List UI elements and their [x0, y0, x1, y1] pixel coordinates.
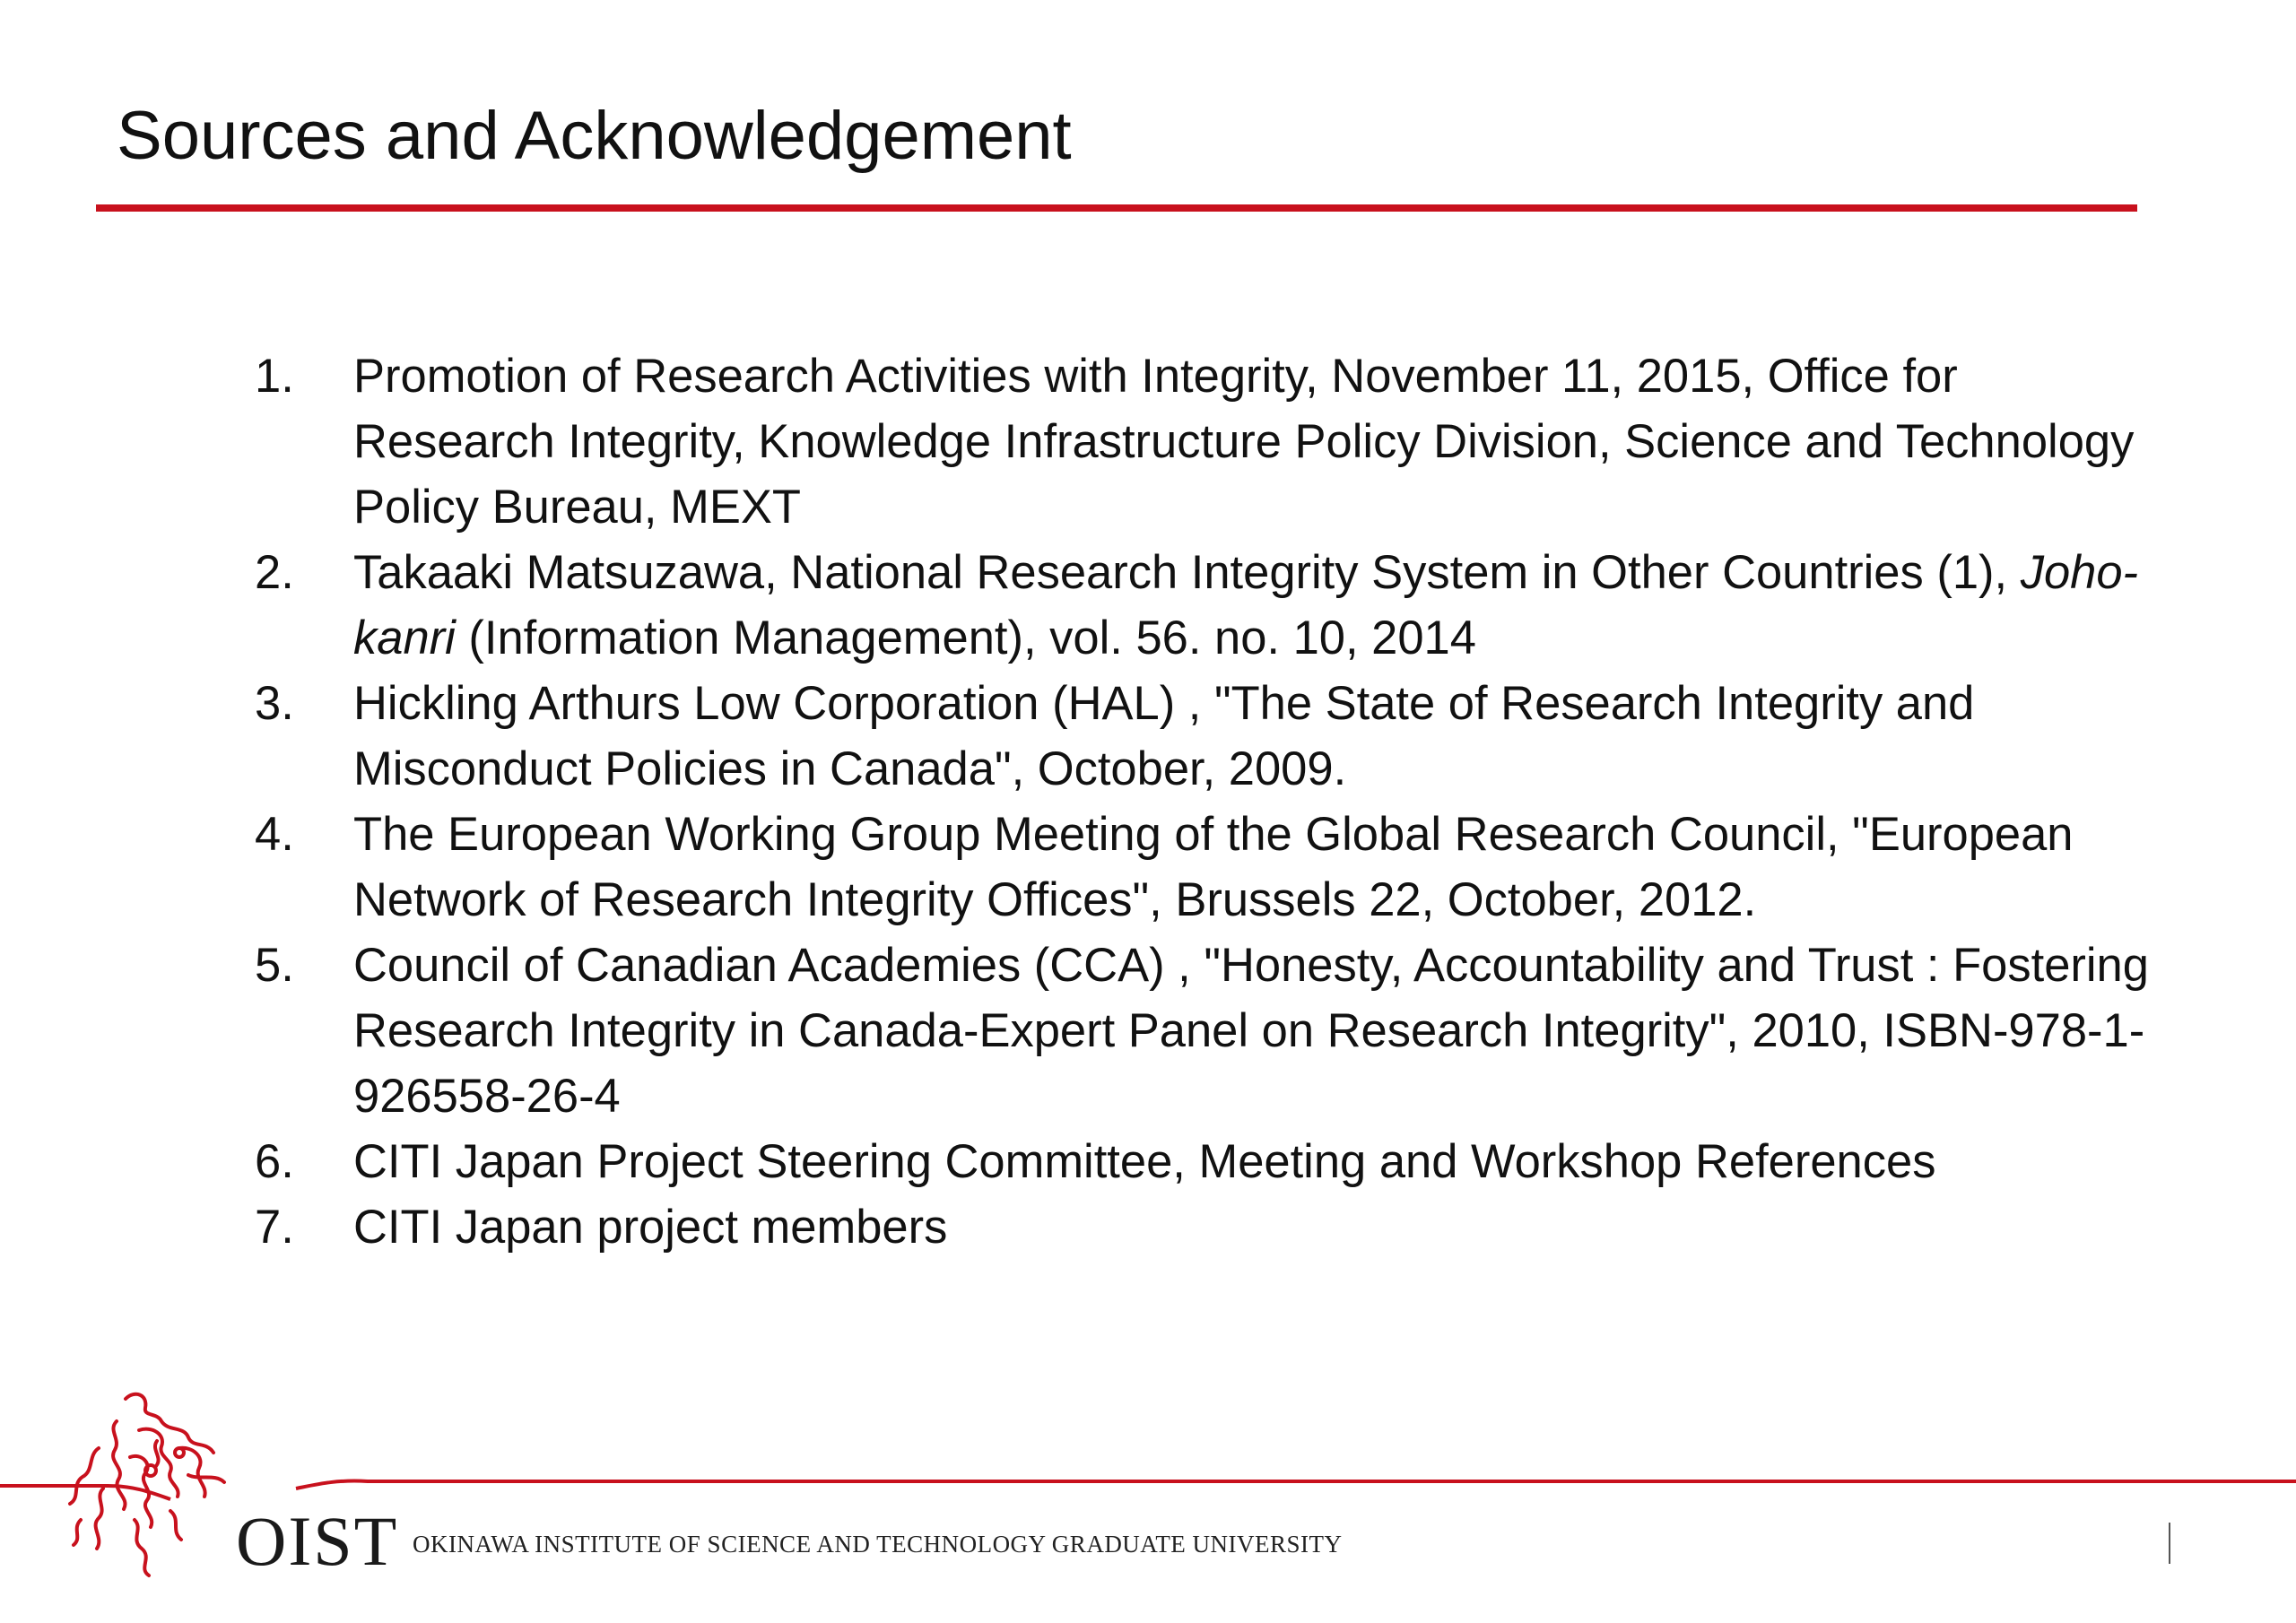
- list-item-number: 5.: [255, 939, 294, 992]
- list-item: [255, 802, 2165, 933]
- institute-name: OKINAWA INSTITUTE OF SCIENCE AND TECHNOLOGY GRADUATE UNIVERSITY: [413, 1531, 1343, 1558]
- list-item-text: Promotion of Research Activities with Integrity, November 11, 2015, Office for Research Integrity, Knowledge Infrastructure Policy Division, Science and Technology Policy Bureau, MEXT: [353, 350, 2135, 534]
- list-item-text: The European Working Group Meeting of the Global Research Council, "European Network of Research Integrity Offices", Brussels 22, October, 2012.: [353, 808, 2074, 926]
- oist-wordmark: OIST: [236, 1502, 399, 1580]
- title-divider: [96, 204, 2137, 212]
- list-item: [255, 671, 2165, 802]
- list-item-text: Hickling Arthurs Low Corporation (HAL) , "The State of Research Integrity and Misconduct Policies in Canada", October, 2009.: [353, 677, 1975, 795]
- list-item-text: Council of Canadian Academies (CCA) , "Honesty, Accountability and Trust : Fostering Research Integrity in Canada-Expert Panel on Research Integrity", 2010, ISBN-978-1-926558-26-4: [353, 939, 2149, 1123]
- list-item: [255, 933, 2165, 1129]
- list-item-number: 7.: [255, 1201, 294, 1254]
- list-item-text: CITI Japan Project Steering Committee, Meeting and Workshop References: [353, 1135, 1936, 1188]
- page-title: Sources and Acknowledgement: [117, 98, 1072, 174]
- list-item-number: 2.: [255, 546, 294, 599]
- list-item-text: [353, 540, 2165, 671]
- list-item-text-lead: Takaaki Matsuzawa, National Research Integrity System in Other Countries (1),: [353, 546, 2021, 599]
- list-item-number: 4.: [255, 808, 294, 861]
- list-item-number: 3.: [255, 677, 294, 730]
- journal-title: Joho-kanri: [353, 546, 2139, 664]
- list-item-number: 6.: [255, 1135, 294, 1188]
- list-item: [255, 1194, 2165, 1260]
- list-item: [255, 343, 2165, 540]
- list-item-number: 1.: [255, 350, 294, 403]
- page-number-divider: [2169, 1523, 2170, 1564]
- list-item-text: CITI Japan project members: [353, 1201, 948, 1254]
- list-item: [255, 540, 2165, 671]
- reference-list: [255, 343, 2165, 1260]
- list-item: [255, 1129, 2165, 1194]
- list-item-text-tail: (Information Management), vol. 56. no. 10, 2014: [455, 612, 1476, 664]
